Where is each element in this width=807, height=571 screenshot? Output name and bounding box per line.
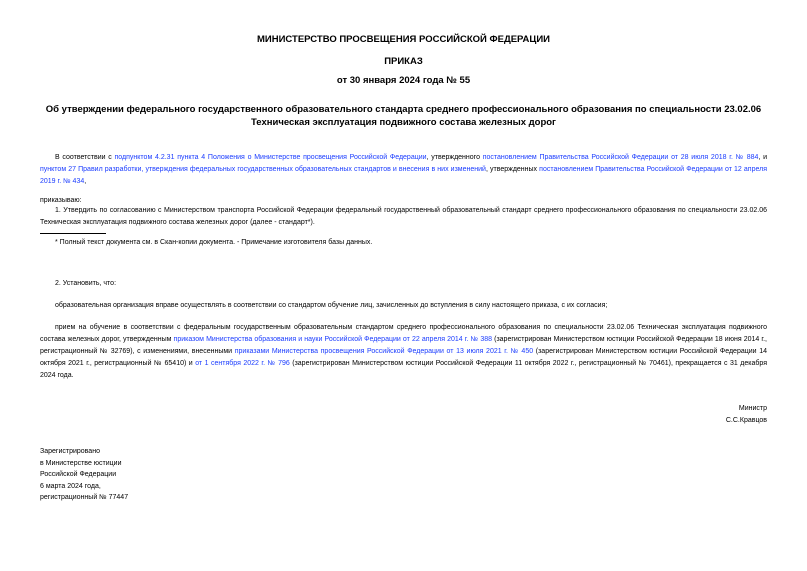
preamble-text-3: , и (758, 154, 767, 161)
item-2a: образовательная организация вправе осуществлять в соответствии со стандартом обучение лиц, зачисленных до вступления в силу настоящего приказа, с их согласия; (55, 302, 608, 309)
item-2b-text-4: (зарегистрирован Министерством юстиции Российской Федерации 11 октября 2022 г., регистрационный № 70461), прекращается с 31 декабря 2024 года. (40, 360, 767, 379)
preamble-text-2: , утвержденного (426, 154, 483, 161)
registration-block (40, 446, 128, 504)
ministry-heading: МИНИСТЕРСТВО ПРОСВЕЩЕНИЯ РОССИЙСКОЙ ФЕДЕРАЦИИ (256, 34, 551, 45)
footnote: * Полный текст документа см. в Скан-копии документа. - Примечание изготовителя базы данных. (55, 239, 373, 246)
link-government-decree-434[interactable]: постановлением Правительства Российской Федерации от 12 апреля 2019 г. № 434 (40, 166, 768, 185)
link-order-388[interactable]: приказом Министерства образования и науки Российской Федерации от 22 апреля 2014 г. № 388 (173, 336, 492, 343)
date-number-heading: от 30 января 2024 года № 55 (336, 75, 471, 86)
registration-line: Зарегистрировано (40, 448, 100, 455)
item-2: 2. Установить, что: (55, 280, 117, 287)
registration-line: регистрационный № 77447 (40, 494, 129, 501)
preamble-text-4: , утвержденных (485, 166, 540, 173)
order-word: приказываю: (40, 197, 82, 204)
item-2b-text-2: (зарегистрирован Министерством юстиции Российской Федерации 18 июня 2014 г., регистрационный № 32769), с изменениями, внесенными (40, 336, 767, 355)
preamble-paragraph (40, 152, 767, 188)
signature-block (726, 403, 767, 427)
link-order-796[interactable]: от 1 сентября 2022 г. № 796 (195, 360, 290, 367)
signature-position: Министр (738, 405, 767, 412)
preamble-text-5: , (84, 178, 87, 185)
item-1: 1. Утвердить по согласованию с Министерством транспорта Российской Федерации федеральный государственный образовательный стандарт среднего профессионального образования по специальности 23.02.06 Техническая эксплуатация подвижного состава железных дорог (далее - стандарт*). (40, 207, 767, 226)
item-2b-text-1: прием на обучение в соответствии с федеральным государственным образовательным стандартом среднего профессионального образования по специальности 23.02.06 Техническая эксплуатация подвижного состава железных дорог, утвержденным (40, 324, 767, 343)
preamble-text-1: В соответствии с (55, 154, 115, 161)
signature-name: С.С.Кравцов (725, 417, 767, 424)
footnote-divider (40, 233, 106, 234)
document-title: Об утверждении федерального государственного образовательного стандарта среднего профессионального образования по специальности 23.02.06 Техническая эксплуатация подвижного состава железных дорог (45, 104, 762, 128)
item-2b-text-3: (зарегистрирован Министерством юстиции Российской Федерации 14 октября 2021 г., регистрационный № 65410) и (40, 348, 768, 367)
registration-line: Российской Федерации (40, 471, 117, 478)
doc-type-heading: ПРИКАЗ (384, 56, 423, 67)
link-regulation-ministry[interactable]: подпунктом 4.2.31 пункта 4 Положения о Министерстве просвещения Российской Федерации (114, 154, 427, 161)
link-government-decree-884[interactable]: постановлением Правительства Российской Федерации от 28 июля 2018 г. № 884 (482, 154, 759, 161)
link-orders-450[interactable]: приказами Министерства просвещения Российской Федерации от 13 июля 2021 г. № 450 (234, 348, 534, 355)
link-rules-paragraph-27[interactable]: пунктом 27 Правил разработки, утверждения федеральных государственных образовательных стандартов и внесения в них изменений (40, 166, 486, 173)
item-2b (40, 322, 767, 382)
registration-line: в Министерстве юстиции (40, 459, 122, 467)
registration-line: 6 марта 2024 года, (40, 482, 101, 490)
